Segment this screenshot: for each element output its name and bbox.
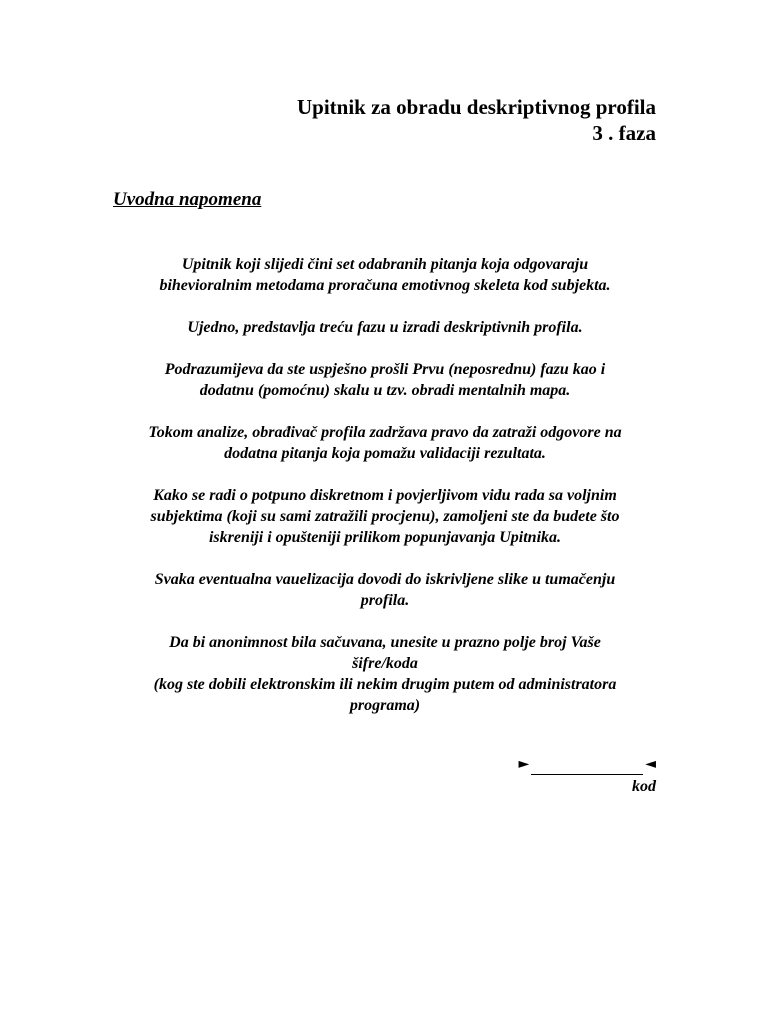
paragraph-6 xyxy=(100,569,670,611)
section-heading: Uvodna napomena xyxy=(113,189,262,210)
right-pointer-icon: ► xyxy=(518,756,530,772)
paragraph-line: Ujedno, predstavlja treću fazu u izradi deskriptivnih profila. xyxy=(187,319,583,336)
document-title xyxy=(297,94,656,146)
paragraph-1 xyxy=(100,254,670,296)
paragraph-line: Tokom analize, obrađivač profila zadržava pravo da zatraži odgovore na xyxy=(148,424,622,441)
paragraph-5 xyxy=(100,485,670,548)
title-line-1: Upitnik za obradu deskriptivnog profila xyxy=(296,95,656,119)
paragraph-line: dodatnu (pomoćnu) skalu u tzv. obradi mentalnih mapa. xyxy=(199,382,571,399)
paragraph-line: Da bi anonimnost bila sačuvana, unesite u prazno polje broj Vaše xyxy=(169,634,601,651)
intro-text xyxy=(100,254,670,737)
paragraph-line: šifre/koda xyxy=(352,655,418,672)
code-entry xyxy=(518,754,656,797)
code-field-row xyxy=(518,754,656,775)
paragraph-line: programa) xyxy=(349,697,421,714)
paragraph-line: Svaka eventualna vauelizacija dovodi do iskrivljene slike u tumačenju xyxy=(154,571,616,588)
title-line-2: 3 . faza xyxy=(592,121,656,145)
paragraph-line: iskreniji i opušteniji prilikom popunjavanja Upitnika. xyxy=(208,529,562,546)
paragraph-2 xyxy=(100,317,670,338)
paragraph-3 xyxy=(100,359,670,401)
paragraph-line: dodatna pitanja koja pomažu validaciji rezultata. xyxy=(224,445,546,462)
paragraph-line: Podrazumijeva da ste uspješno prošli Prvu (neposrednu) fazu kao i xyxy=(164,361,606,378)
paragraph-4 xyxy=(100,422,670,464)
code-input-blank[interactable] xyxy=(531,756,643,775)
left-pointer-icon: ◄ xyxy=(645,756,656,772)
code-label: kod xyxy=(632,778,656,795)
paragraph-line: profila. xyxy=(360,592,410,609)
paragraph-7 xyxy=(100,632,670,716)
paragraph-line: subjektima (koji su sami zatražili procjenu), zamoljeni ste da budete što xyxy=(150,508,620,525)
paragraph-line: Kako se radi o potpuno diskretnom i povjerljivom vidu rada sa voljnim xyxy=(153,487,617,504)
paragraph-line: (kog ste dobili elektronskim ili nekim drugim putem od administratora xyxy=(153,676,617,693)
paragraph-line: bihevioralnim metodama proračuna emotivnog skeleta kod subjekta. xyxy=(159,277,611,294)
paragraph-line: Upitnik koji slijedi čini set odabranih pitanja koja odgovaraju xyxy=(181,256,589,273)
